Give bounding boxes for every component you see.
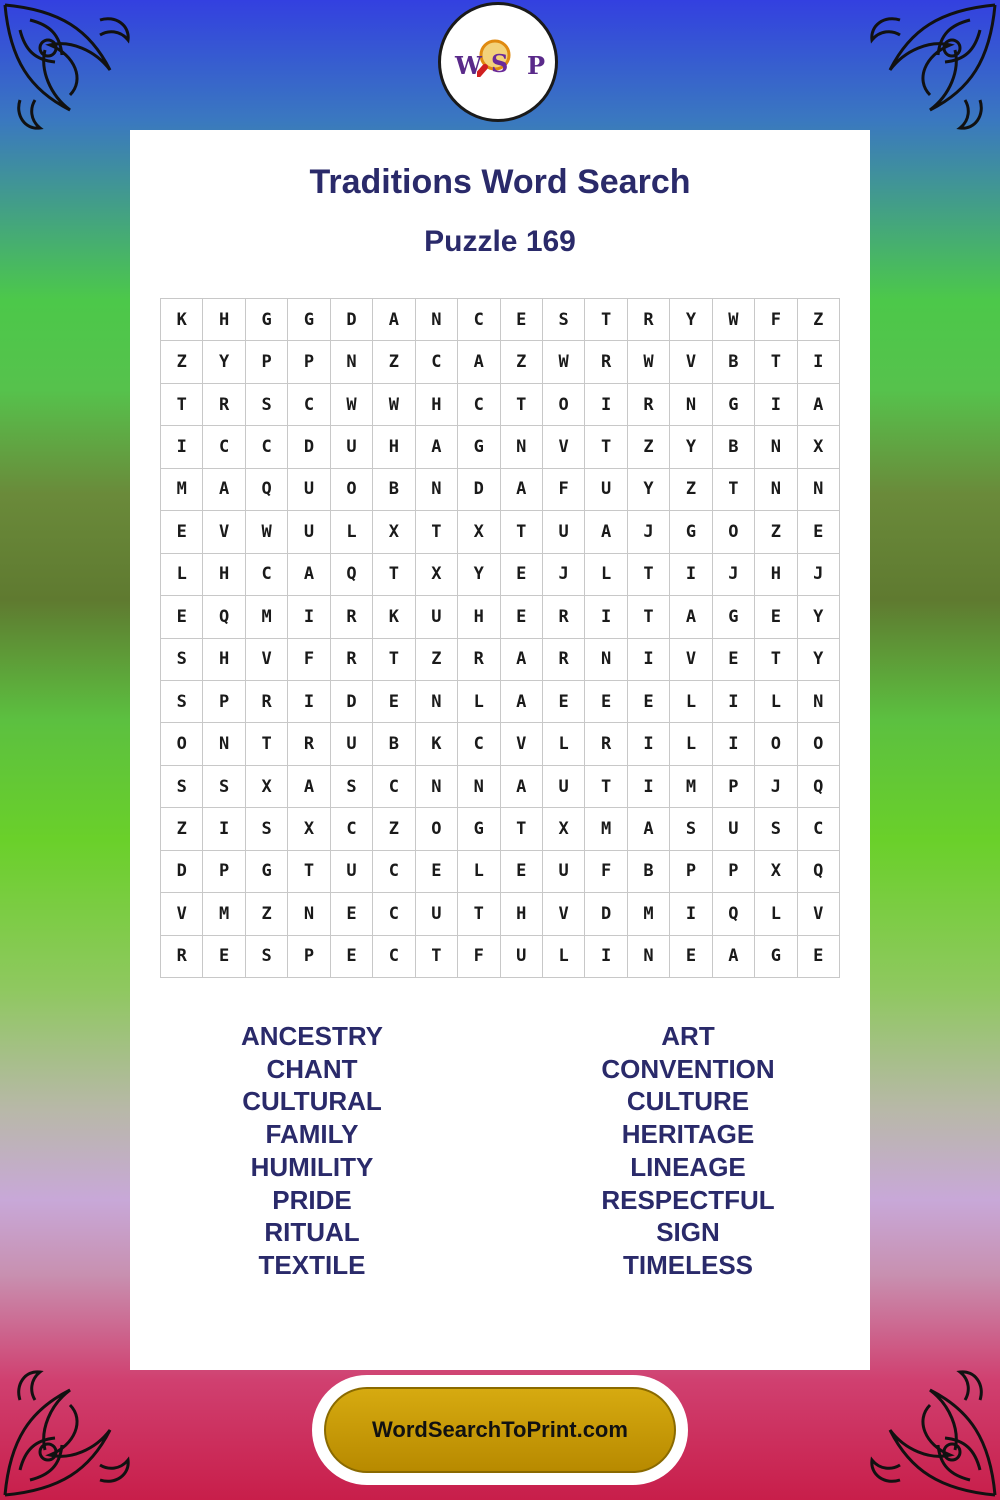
grid-cell[interactable]: N: [416, 299, 458, 341]
grid-cell[interactable]: X: [755, 851, 797, 893]
grid-cell[interactable]: N: [585, 639, 627, 681]
grid-cell[interactable]: B: [713, 341, 755, 383]
grid-cell[interactable]: T: [755, 341, 797, 383]
grid-cell[interactable]: N: [458, 766, 500, 808]
grid-cell[interactable]: F: [288, 639, 330, 681]
grid-cell[interactable]: O: [543, 384, 585, 426]
grid-cell[interactable]: I: [203, 808, 245, 850]
grid-cell[interactable]: G: [458, 808, 500, 850]
grid-cell[interactable]: R: [628, 299, 670, 341]
grid-cell[interactable]: C: [373, 766, 415, 808]
grid-cell[interactable]: O: [161, 723, 203, 765]
grid-cell[interactable]: I: [288, 681, 330, 723]
grid-cell[interactable]: T: [246, 723, 288, 765]
grid-cell[interactable]: N: [798, 469, 840, 511]
grid-cell[interactable]: L: [670, 723, 712, 765]
grid-cell[interactable]: N: [798, 681, 840, 723]
grid-cell[interactable]: S: [246, 936, 288, 978]
grid-cell[interactable]: M: [670, 766, 712, 808]
grid-cell[interactable]: T: [585, 766, 627, 808]
grid-cell[interactable]: L: [755, 681, 797, 723]
grid-cell[interactable]: I: [585, 936, 627, 978]
grid-cell[interactable]: R: [585, 341, 627, 383]
grid-cell[interactable]: E: [713, 639, 755, 681]
grid-cell[interactable]: A: [501, 639, 543, 681]
word-item: CONVENTION: [601, 1053, 775, 1084]
grid-cell[interactable]: T: [416, 511, 458, 553]
grid-cell[interactable]: U: [288, 469, 330, 511]
grid-cell[interactable]: N: [331, 341, 373, 383]
grid-cell[interactable]: K: [416, 723, 458, 765]
grid-cell[interactable]: E: [416, 851, 458, 893]
grid-cell[interactable]: Z: [798, 299, 840, 341]
grid-cell[interactable]: Z: [246, 893, 288, 935]
grid-cell[interactable]: C: [331, 808, 373, 850]
grid-cell[interactable]: U: [416, 596, 458, 638]
word-item: HERITAGE: [621, 1119, 755, 1150]
grid-cell[interactable]: E: [628, 681, 670, 723]
grid-cell[interactable]: E: [331, 936, 373, 978]
grid-cell[interactable]: Y: [798, 596, 840, 638]
word-item: LINEAGE: [630, 1151, 746, 1182]
grid-cell[interactable]: Y: [458, 554, 500, 596]
grid-cell[interactable]: Q: [798, 766, 840, 808]
grid-cell[interactable]: R: [331, 596, 373, 638]
grid-cell[interactable]: M: [628, 893, 670, 935]
grid-cell[interactable]: W: [331, 384, 373, 426]
grid-cell[interactable]: H: [373, 426, 415, 468]
grid-cell[interactable]: E: [161, 596, 203, 638]
grid-cell[interactable]: Z: [161, 808, 203, 850]
grid-cell[interactable]: Q: [713, 893, 755, 935]
grid-cell[interactable]: O: [416, 808, 458, 850]
grid-cell[interactable]: A: [501, 469, 543, 511]
grid-cell[interactable]: Z: [373, 808, 415, 850]
grid-cell[interactable]: F: [585, 851, 627, 893]
grid-cell[interactable]: E: [670, 936, 712, 978]
grid-cell[interactable]: T: [161, 384, 203, 426]
grid-cell[interactable]: A: [585, 511, 627, 553]
grid-cell[interactable]: P: [670, 851, 712, 893]
grid-cell[interactable]: Y: [670, 426, 712, 468]
grid-cell[interactable]: R: [288, 723, 330, 765]
grid-cell[interactable]: R: [161, 936, 203, 978]
grid-cell[interactable]: T: [628, 596, 670, 638]
grid-cell[interactable]: X: [798, 426, 840, 468]
grid-cell[interactable]: M: [203, 893, 245, 935]
grid-cell[interactable]: C: [416, 341, 458, 383]
grid-cell[interactable]: A: [203, 469, 245, 511]
grid-cell[interactable]: L: [161, 554, 203, 596]
grid-cell[interactable]: C: [246, 426, 288, 468]
grid-cell[interactable]: A: [798, 384, 840, 426]
grid-cell[interactable]: T: [585, 299, 627, 341]
grid-cell[interactable]: U: [331, 426, 373, 468]
grid-cell[interactable]: E: [501, 851, 543, 893]
grid-cell[interactable]: T: [628, 554, 670, 596]
grid-cell[interactable]: R: [246, 681, 288, 723]
grid-cell[interactable]: H: [755, 554, 797, 596]
grid-cell[interactable]: N: [416, 766, 458, 808]
grid-cell[interactable]: E: [501, 299, 543, 341]
grid-cell[interactable]: P: [288, 341, 330, 383]
grid-cell[interactable]: L: [331, 511, 373, 553]
grid-cell[interactable]: T: [458, 893, 500, 935]
grid-cell[interactable]: Q: [246, 469, 288, 511]
grid-cell[interactable]: I: [628, 639, 670, 681]
grid-cell[interactable]: T: [585, 426, 627, 468]
grid-cell[interactable]: E: [331, 893, 373, 935]
grid-cell[interactable]: B: [373, 469, 415, 511]
grid-cell[interactable]: A: [458, 341, 500, 383]
grid-cell[interactable]: R: [628, 384, 670, 426]
grid-cell[interactable]: Z: [628, 426, 670, 468]
grid-cell[interactable]: N: [203, 723, 245, 765]
grid-cell[interactable]: W: [713, 299, 755, 341]
grid-cell[interactable]: I: [713, 723, 755, 765]
grid-cell[interactable]: T: [416, 936, 458, 978]
grid-cell[interactable]: D: [331, 299, 373, 341]
grid-cell[interactable]: V: [798, 893, 840, 935]
grid-cell[interactable]: R: [543, 639, 585, 681]
grid-cell[interactable]: Z: [755, 511, 797, 553]
grid-cell[interactable]: I: [798, 341, 840, 383]
grid-cell[interactable]: A: [501, 681, 543, 723]
grid-cell[interactable]: E: [798, 511, 840, 553]
word-item: CULTURE: [626, 1086, 750, 1117]
grid-cell[interactable]: J: [798, 554, 840, 596]
grid-cell[interactable]: P: [246, 341, 288, 383]
grid-cell[interactable]: B: [628, 851, 670, 893]
grid-cell[interactable]: T: [501, 384, 543, 426]
word-item: CULTURAL: [242, 1086, 382, 1117]
word-item: TEXTILE: [258, 1249, 366, 1280]
word-list-left: [162, 1020, 462, 1282]
grid-cell[interactable]: W: [628, 341, 670, 383]
word-item: HUMILITY: [250, 1151, 374, 1182]
grid-cell[interactable]: I: [585, 384, 627, 426]
corner-ornament-top-left-icon: [0, 0, 150, 150]
grid-cell[interactable]: E: [161, 511, 203, 553]
grid-cell[interactable]: R: [331, 639, 373, 681]
grid-cell[interactable]: Z: [670, 469, 712, 511]
grid-cell[interactable]: D: [161, 851, 203, 893]
word-item: FAMILY: [265, 1119, 359, 1150]
grid-cell[interactable]: T: [288, 851, 330, 893]
grid-cell[interactable]: V: [543, 426, 585, 468]
grid-cell[interactable]: B: [713, 426, 755, 468]
grid-cell[interactable]: W: [543, 341, 585, 383]
grid-cell[interactable]: Q: [203, 596, 245, 638]
word-item: RESPECTFUL: [601, 1184, 775, 1215]
grid-cell[interactable]: P: [713, 766, 755, 808]
grid-cell[interactable]: N: [288, 893, 330, 935]
word-list-right: [538, 1020, 838, 1282]
grid-cell[interactable]: S: [161, 766, 203, 808]
grid-cell[interactable]: L: [755, 893, 797, 935]
grid-cell[interactable]: N: [755, 469, 797, 511]
grid-cell[interactable]: C: [203, 426, 245, 468]
grid-cell[interactable]: U: [416, 893, 458, 935]
letter-grid: [160, 298, 840, 978]
grid-cell[interactable]: I: [670, 893, 712, 935]
grid-cell[interactable]: T: [373, 554, 415, 596]
grid-cell[interactable]: E: [501, 554, 543, 596]
grid-cell[interactable]: S: [670, 808, 712, 850]
grid-cell[interactable]: H: [458, 596, 500, 638]
grid-cell[interactable]: E: [501, 596, 543, 638]
grid-cell[interactable]: C: [373, 936, 415, 978]
grid-cell[interactable]: A: [288, 554, 330, 596]
grid-cell[interactable]: A: [628, 808, 670, 850]
grid-cell[interactable]: U: [543, 766, 585, 808]
grid-cell[interactable]: O: [331, 469, 373, 511]
corner-ornament-bottom-left-icon: [0, 1350, 150, 1500]
grid-cell[interactable]: U: [331, 723, 373, 765]
puzzle-number: Puzzle 169: [424, 225, 576, 258]
grid-cell[interactable]: S: [543, 299, 585, 341]
grid-cell[interactable]: B: [373, 723, 415, 765]
grid-cell[interactable]: O: [713, 511, 755, 553]
word-item: ANCESTRY: [240, 1021, 384, 1051]
grid-cell[interactable]: X: [416, 554, 458, 596]
grid-cell[interactable]: A: [373, 299, 415, 341]
grid-cell[interactable]: E: [373, 681, 415, 723]
grid-cell[interactable]: T: [713, 469, 755, 511]
grid-cell[interactable]: H: [501, 893, 543, 935]
grid-cell[interactable]: G: [670, 511, 712, 553]
grid-cell[interactable]: I: [161, 426, 203, 468]
grid-cell[interactable]: G: [755, 936, 797, 978]
grid-cell[interactable]: G: [288, 299, 330, 341]
grid-cell[interactable]: E: [585, 681, 627, 723]
grid-cell[interactable]: Z: [373, 341, 415, 383]
grid-cell[interactable]: C: [798, 808, 840, 850]
grid-cell[interactable]: G: [458, 426, 500, 468]
grid-cell[interactable]: J: [713, 554, 755, 596]
grid-cell[interactable]: I: [288, 596, 330, 638]
grid-cell[interactable]: V: [670, 639, 712, 681]
grid-cell[interactable]: N: [416, 681, 458, 723]
grid-cell[interactable]: V: [161, 893, 203, 935]
grid-cell[interactable]: L: [458, 851, 500, 893]
grid-cell[interactable]: M: [161, 469, 203, 511]
grid-cell[interactable]: C: [458, 723, 500, 765]
grid-cell[interactable]: C: [458, 299, 500, 341]
grid-cell[interactable]: M: [246, 596, 288, 638]
logo-letter-s: S: [491, 49, 509, 78]
grid-cell[interactable]: L: [458, 681, 500, 723]
corner-ornament-bottom-right-icon: [850, 1350, 1000, 1500]
grid-cell[interactable]: W: [373, 384, 415, 426]
footer-banner[interactable]: [312, 1375, 688, 1485]
grid-cell[interactable]: D: [288, 426, 330, 468]
grid-cell[interactable]: U: [331, 851, 373, 893]
page-title: Traditions Word Search: [309, 163, 691, 201]
grid-cell[interactable]: Y: [670, 299, 712, 341]
grid-cell[interactable]: X: [458, 511, 500, 553]
grid-cell[interactable]: U: [288, 511, 330, 553]
grid-cell[interactable]: N: [628, 936, 670, 978]
grid-cell[interactable]: E: [755, 596, 797, 638]
word-item: CHANT: [266, 1053, 358, 1084]
grid-cell[interactable]: G: [246, 851, 288, 893]
grid-cell[interactable]: U: [543, 851, 585, 893]
grid-cell[interactable]: R: [458, 639, 500, 681]
grid-cell[interactable]: S: [161, 639, 203, 681]
grid-cell[interactable]: K: [373, 596, 415, 638]
grid-cell[interactable]: S: [755, 808, 797, 850]
grid-cell[interactable]: I: [670, 554, 712, 596]
grid-cell[interactable]: G: [713, 384, 755, 426]
grid-cell[interactable]: X: [246, 766, 288, 808]
grid-cell[interactable]: T: [755, 639, 797, 681]
grid-cell[interactable]: U: [713, 808, 755, 850]
grid-cell[interactable]: Q: [331, 554, 373, 596]
grid-cell[interactable]: V: [246, 639, 288, 681]
grid-cell[interactable]: L: [543, 723, 585, 765]
word-item: RITUAL: [264, 1217, 360, 1248]
grid-cell[interactable]: I: [755, 384, 797, 426]
grid-cell[interactable]: P: [288, 936, 330, 978]
grid-cell[interactable]: L: [670, 681, 712, 723]
grid-cell[interactable]: W: [246, 511, 288, 553]
grid-cell[interactable]: N: [501, 426, 543, 468]
grid-cell[interactable]: K: [161, 299, 203, 341]
grid-cell[interactable]: P: [203, 851, 245, 893]
grid-cell[interactable]: L: [543, 936, 585, 978]
grid-cell[interactable]: A: [501, 766, 543, 808]
word-item: ART: [661, 1021, 715, 1051]
grid-cell[interactable]: V: [670, 341, 712, 383]
grid-cell[interactable]: R: [203, 384, 245, 426]
grid-cell[interactable]: A: [288, 766, 330, 808]
grid-cell[interactable]: J: [543, 554, 585, 596]
grid-cell[interactable]: S: [246, 808, 288, 850]
grid-cell[interactable]: H: [203, 299, 245, 341]
grid-cell[interactable]: U: [543, 511, 585, 553]
word-item: PRIDE: [272, 1184, 352, 1215]
grid-cell[interactable]: Y: [798, 639, 840, 681]
logo-letter-p: P: [527, 51, 546, 80]
grid-cell[interactable]: H: [203, 554, 245, 596]
grid-cell[interactable]: N: [670, 384, 712, 426]
grid-cell[interactable]: S: [161, 681, 203, 723]
grid-cell[interactable]: A: [670, 596, 712, 638]
grid-cell[interactable]: X: [288, 808, 330, 850]
grid-cell[interactable]: A: [416, 426, 458, 468]
grid-cell[interactable]: C: [373, 851, 415, 893]
corner-ornament-top-right-icon: [850, 0, 1000, 150]
grid-cell[interactable]: D: [458, 469, 500, 511]
grid-cell[interactable]: C: [458, 384, 500, 426]
grid-cell[interactable]: G: [246, 299, 288, 341]
grid-cell[interactable]: F: [755, 299, 797, 341]
grid-cell[interactable]: Q: [798, 851, 840, 893]
grid-cell[interactable]: H: [416, 384, 458, 426]
grid-cell[interactable]: O: [798, 723, 840, 765]
grid-cell[interactable]: T: [501, 511, 543, 553]
grid-cell[interactable]: M: [585, 808, 627, 850]
logo-letter-w: W: [455, 51, 482, 80]
grid-cell[interactable]: H: [203, 639, 245, 681]
grid-cell[interactable]: I: [628, 766, 670, 808]
grid-cell[interactable]: P: [203, 681, 245, 723]
grid-cell[interactable]: O: [755, 723, 797, 765]
grid-cell[interactable]: R: [543, 596, 585, 638]
grid-cell[interactable]: Z: [161, 341, 203, 383]
grid-cell[interactable]: X: [543, 808, 585, 850]
grid-cell[interactable]: V: [543, 893, 585, 935]
wsp-logo[interactable]: [438, 2, 558, 122]
grid-cell[interactable]: D: [331, 681, 373, 723]
grid-cell[interactable]: E: [798, 936, 840, 978]
grid-cell[interactable]: N: [416, 469, 458, 511]
grid-cell[interactable]: T: [373, 639, 415, 681]
grid-cell[interactable]: S: [246, 384, 288, 426]
grid-cell[interactable]: J: [628, 511, 670, 553]
grid-cell[interactable]: F: [458, 936, 500, 978]
grid-cell[interactable]: C: [246, 554, 288, 596]
grid-cell[interactable]: T: [501, 808, 543, 850]
grid-cell[interactable]: Z: [416, 639, 458, 681]
grid-cell[interactable]: Y: [628, 469, 670, 511]
grid-cell[interactable]: S: [203, 766, 245, 808]
word-item: TIMELESS: [622, 1249, 753, 1280]
word-item: SIGN: [656, 1217, 720, 1248]
grid-cell[interactable]: E: [203, 936, 245, 978]
footer-link[interactable]: WordSearchToPrint.com: [324, 1387, 676, 1473]
grid-cell[interactable]: F: [543, 469, 585, 511]
grid-cell[interactable]: A: [713, 936, 755, 978]
grid-cell[interactable]: C: [288, 384, 330, 426]
grid-cell[interactable]: D: [585, 893, 627, 935]
grid-cell[interactable]: E: [543, 681, 585, 723]
grid-cell[interactable]: G: [713, 596, 755, 638]
grid-cell[interactable]: R: [585, 723, 627, 765]
grid-cell[interactable]: U: [501, 936, 543, 978]
grid-cell[interactable]: J: [755, 766, 797, 808]
grid-cell[interactable]: Y: [203, 341, 245, 383]
grid-cell[interactable]: X: [373, 511, 415, 553]
grid-cell[interactable]: C: [373, 893, 415, 935]
grid-cell[interactable]: I: [713, 681, 755, 723]
grid-cell[interactable]: Z: [501, 341, 543, 383]
grid-cell[interactable]: I: [585, 596, 627, 638]
grid-cell[interactable]: P: [713, 851, 755, 893]
grid-cell[interactable]: V: [203, 511, 245, 553]
grid-cell[interactable]: L: [585, 554, 627, 596]
grid-cell[interactable]: V: [501, 723, 543, 765]
grid-cell[interactable]: I: [628, 723, 670, 765]
grid-cell[interactable]: N: [755, 426, 797, 468]
grid-cell[interactable]: U: [585, 469, 627, 511]
grid-cell[interactable]: S: [331, 766, 373, 808]
